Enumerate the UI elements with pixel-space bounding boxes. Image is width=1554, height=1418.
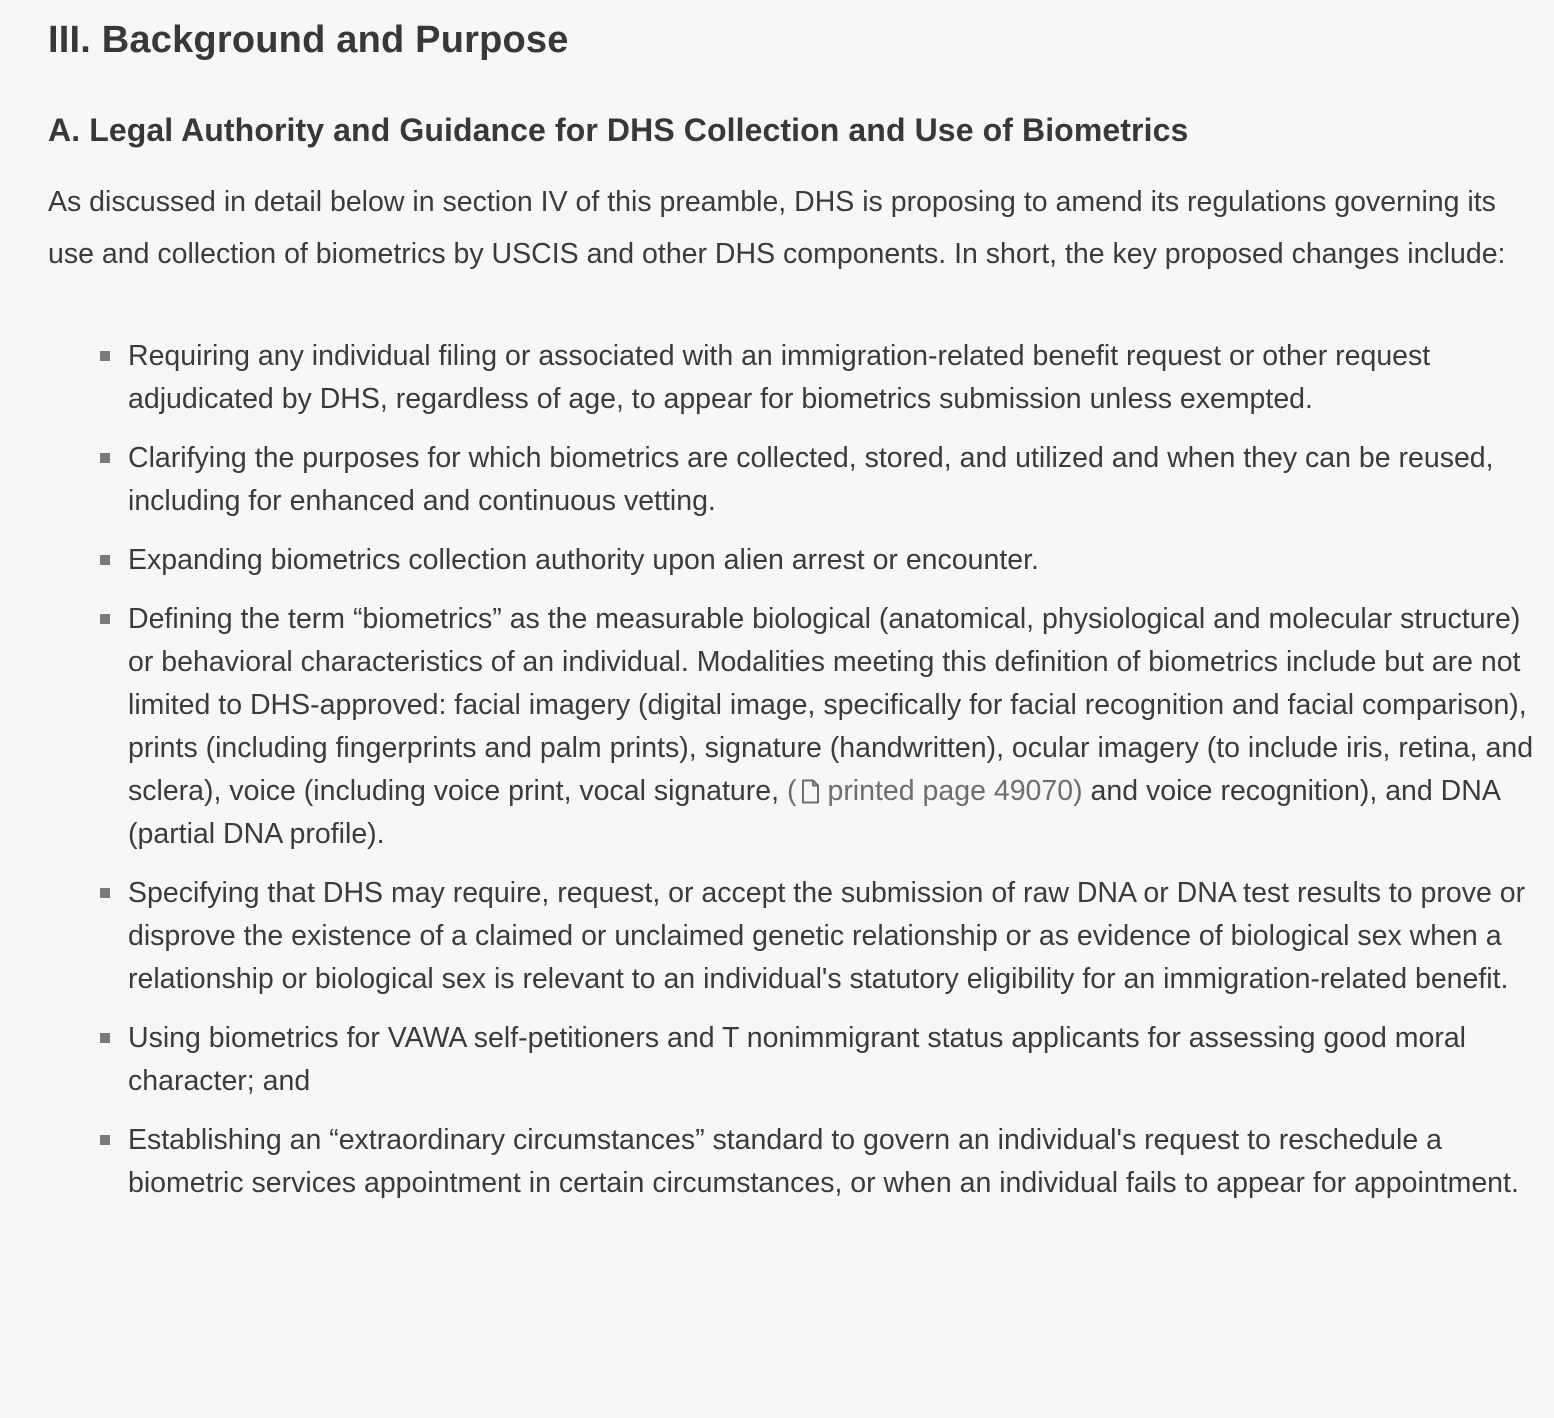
square-bullet-icon [100,888,110,898]
printed-page-paren-close: ) [1073,775,1083,807]
printed-page-link[interactable] [787,775,1083,807]
list-item-text-pre: Defining the term “biometrics” as the measurable biological (anatomical, physiological and molecular structure) or behavioral characteristics of an individual. Modalities meeting this definition of biometrics include but are not limited to DHS-approved: facial imagery (digital image, specifically for facial recognition and facial comparison), prints (including fingerprints and palm prints), signature (handwritten), ocular imagery (to include iris, retina, and sclera), voice (including voice print, vocal signature, [128,603,1534,807]
intro-paragraph: As discussed in detail below in section IV of this preamble, DHS is proposing to amend its regulations governing its use and collection of biometrics by USCIS and other DHS components. In short, the key proposed changes include: [48,186,1506,270]
subsection-heading: A. Legal Authority and Guidance for DHS Collection and Use of Biometrics [48,112,1189,148]
section-heading: III. Background and Purpose [48,19,569,61]
list-item [48,872,1540,1001]
list-item-text: Expanding biometrics collection authority upon alien arrest or encounter. [128,544,1039,576]
printed-page-paren-open: ( [786,775,797,807]
square-bullet-icon [100,1033,110,1043]
list-item-text: Using biometrics for VAWA self-petitioners and T nonimmigrant status applicants for assessing good moral character; and [128,1022,1466,1097]
square-bullet-icon [100,453,110,463]
printed-page-label: printed page 49070 [827,775,1074,807]
list-item [48,539,1540,582]
list-item-text-post: and voice recognition), and DNA (partial DNA profile). [128,775,1500,850]
list-item [48,437,1540,523]
square-bullet-icon [100,1135,110,1145]
list-item-text: Clarifying the purposes for which biometrics are collected, stored, and utilized and when they can be reused, including for enhanced and continuous vetting. [128,442,1494,517]
key-changes-list [48,335,1540,1205]
list-item-text [128,603,1533,850]
list-item [48,1119,1540,1205]
square-bullet-icon [100,351,110,361]
list-item [48,335,1540,421]
list-item [48,598,1540,856]
square-bullet-icon [100,614,110,624]
printed-page-icon [801,779,820,804]
list-item-text: Requiring any individual filing or associated with an immigration-related benefit request or other request adjudicated by DHS, regardless of age, to appear for biometrics submission unless exempted. [128,340,1431,415]
list-item-text: Establishing an “extraordinary circumstances” standard to govern an individual's request to reschedule a biometric services appointment in certain circumstances, or when an individual fails to appear for appointment. [128,1124,1519,1199]
square-bullet-icon [100,555,110,565]
list-item [48,1017,1540,1103]
list-item-text: Specifying that DHS may require, request, or accept the submission of raw DNA or DNA test results to prove or disprove the existence of a claimed or unclaimed genetic relationship or as evidence of biological sex when a relationship or biological sex is relevant to an individual's statutory eligibility for an immigration-related benefit. [128,877,1526,995]
